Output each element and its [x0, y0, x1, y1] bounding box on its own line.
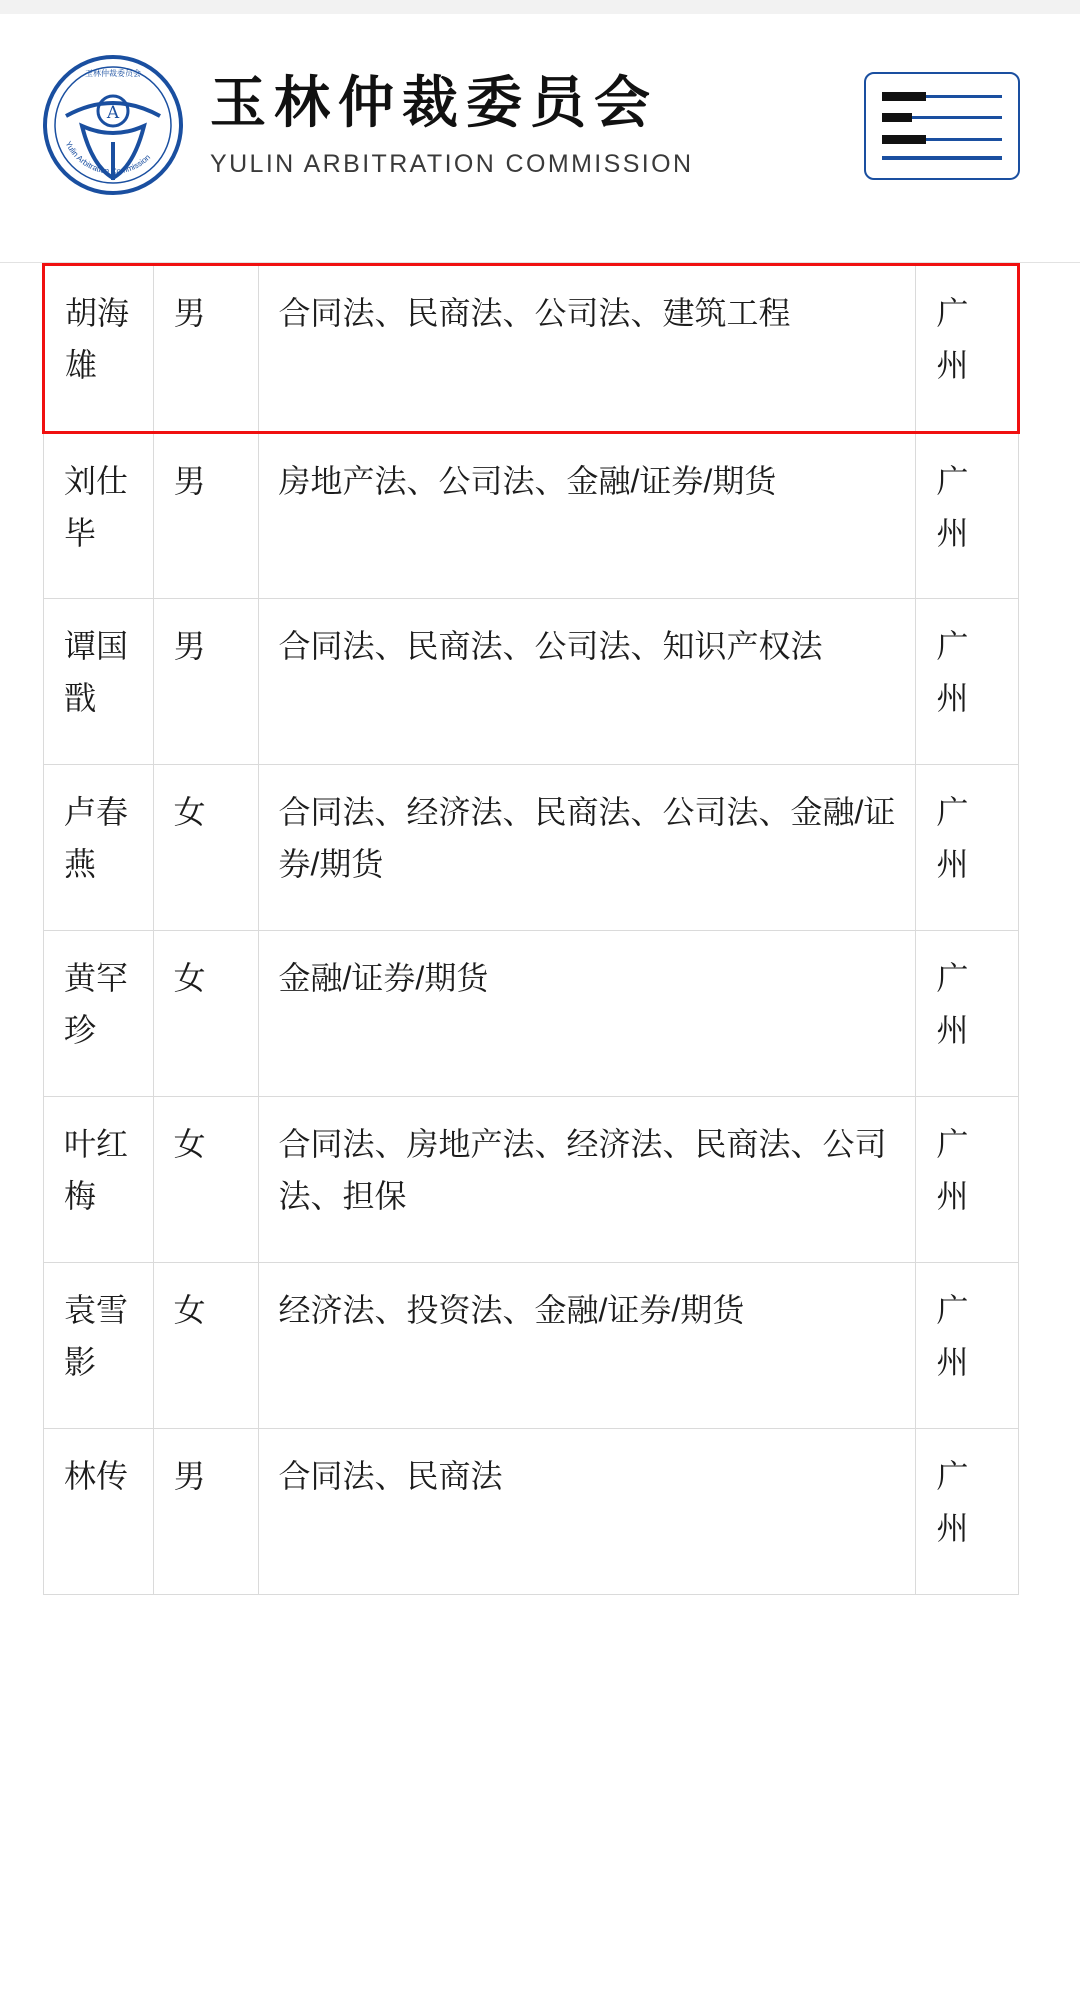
cell-fields: 金融/证券/期货 — [258, 931, 916, 1097]
cell-fields: 合同法、民商法 — [258, 1429, 916, 1595]
cell-city: 广州 — [916, 599, 1019, 765]
cell-name: 谭国戬 — [44, 599, 154, 765]
cell-city: 广州 — [916, 765, 1019, 931]
menu-block — [882, 113, 912, 122]
cell-name: 袁雪影 — [44, 1263, 154, 1429]
table-row[interactable] — [44, 265, 1019, 433]
cell-sex: 女 — [153, 1263, 258, 1429]
cell-fields: 合同法、民商法、公司法、知识产权法 — [258, 599, 916, 765]
cell-sex: 男 — [153, 265, 258, 433]
table-row[interactable] — [44, 1097, 1019, 1263]
cell-fields: 合同法、经济法、民商法、公司法、金融/证券/期货 — [258, 765, 916, 931]
cell-city: 广州 — [916, 931, 1019, 1097]
cell-name: 林传 — [44, 1429, 154, 1595]
site-header — [0, 14, 1080, 263]
arbitrator-table — [42, 263, 1020, 1595]
cell-fields: 房地产法、公司法、金融/证券/期货 — [258, 433, 916, 599]
cell-fields: 合同法、民商法、公司法、建筑工程 — [258, 265, 916, 433]
menu-block — [882, 92, 926, 101]
cell-city: 广州 — [916, 1097, 1019, 1263]
cell-sex: 女 — [153, 1097, 258, 1263]
cell-city: 广州 — [916, 433, 1019, 599]
table-row[interactable] — [44, 1429, 1019, 1595]
cell-fields: 经济法、投资法、金融/证券/期货 — [258, 1263, 916, 1429]
cell-fields: 合同法、房地产法、经济法、民商法、公司法、担保 — [258, 1097, 916, 1263]
svg-text:Yulin Arbitration Commission: Yulin Arbitration Commission — [63, 139, 153, 176]
site-logo[interactable] — [42, 54, 693, 196]
menu-line — [882, 156, 1002, 160]
cell-name: 卢春燕 — [44, 765, 154, 931]
cell-sex: 男 — [153, 1429, 258, 1595]
menu-line — [926, 138, 1002, 141]
logo-title-cn: 玉林仲裁委员会 — [210, 70, 658, 137]
cell-name: 黄罕珍 — [44, 931, 154, 1097]
status-strip — [0, 0, 1080, 14]
cell-city: 广州 — [916, 1429, 1019, 1595]
table-row[interactable] — [44, 1263, 1019, 1429]
cell-city: 广州 — [916, 265, 1019, 433]
menu-block — [882, 135, 926, 144]
cell-name: 胡海雄 — [44, 265, 154, 433]
menu-line — [912, 116, 1002, 119]
svg-text:玉林仲裁委员会: 玉林仲裁委员会 — [85, 69, 141, 78]
table-row[interactable] — [44, 931, 1019, 1097]
table-row[interactable] — [44, 433, 1019, 599]
cell-name: 刘仕毕 — [44, 433, 154, 599]
hamburger-menu-icon[interactable] — [864, 72, 1020, 180]
table-row[interactable] — [44, 765, 1019, 931]
cell-sex: 女 — [153, 765, 258, 931]
table-row[interactable] — [44, 599, 1019, 765]
cell-sex: 男 — [153, 433, 258, 599]
arbitrator-table-container — [0, 263, 1080, 1595]
cell-city: 广州 — [916, 1263, 1019, 1429]
menu-line — [926, 95, 1002, 98]
logo-title-en: YULIN ARBITRATION COMMISSION — [210, 149, 694, 178]
cell-sex: 男 — [153, 599, 258, 765]
svg-text:A: A — [106, 103, 120, 123]
cell-sex: 女 — [153, 931, 258, 1097]
commission-emblem-icon — [42, 54, 184, 196]
cell-name: 叶红梅 — [44, 1097, 154, 1263]
